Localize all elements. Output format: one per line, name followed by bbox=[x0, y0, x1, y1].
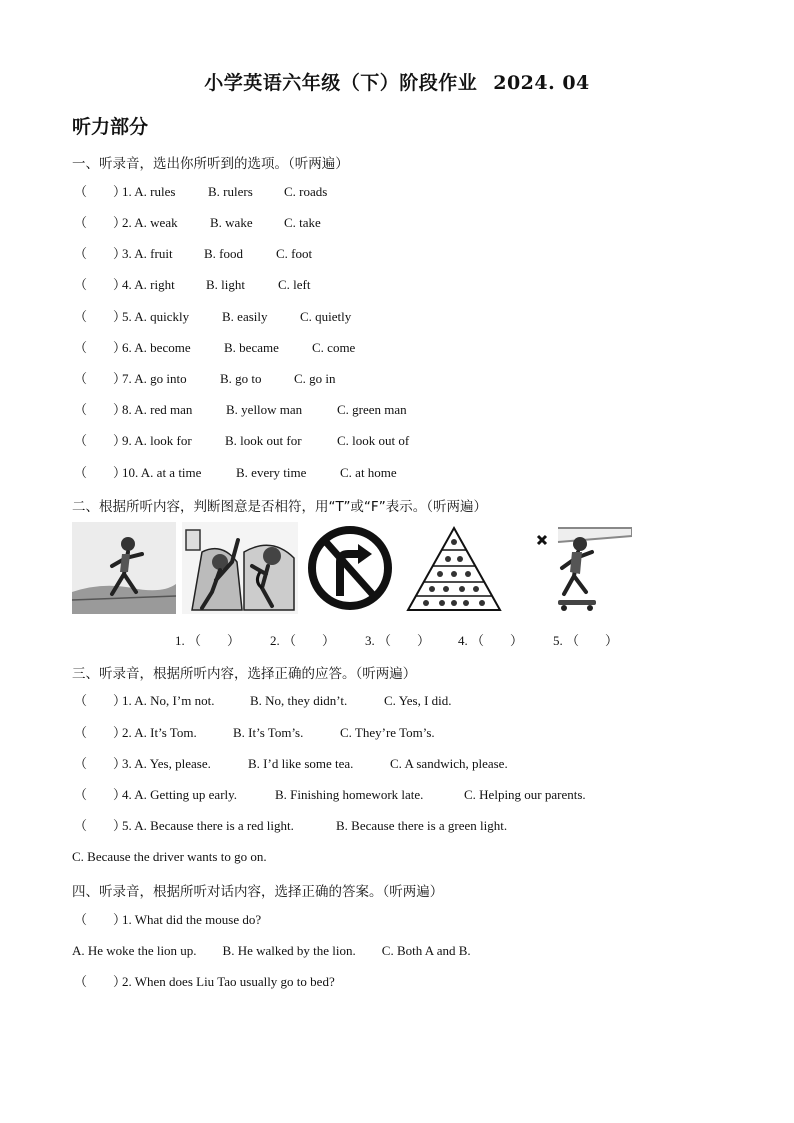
option-a: 2. A. weak bbox=[122, 215, 178, 230]
option-c: C. go in bbox=[294, 371, 336, 386]
option-b: B. look out for bbox=[225, 433, 302, 448]
answer-blank[interactable]: （ ） bbox=[74, 184, 127, 199]
answer-blank[interactable]: （ ） bbox=[74, 787, 127, 802]
option-b: B. every time bbox=[236, 465, 307, 480]
option-a: 5. A. quickly bbox=[122, 309, 190, 324]
section3-instruction: 三、听录音，根据所听内容，选择正确的应答。（听两遍） bbox=[72, 666, 417, 682]
option-c: C. green man bbox=[337, 402, 407, 417]
option-b: B. rulers bbox=[208, 184, 253, 199]
option-c: C. left bbox=[278, 277, 311, 292]
food-pyramid-picture bbox=[404, 522, 504, 614]
option-b: B. food bbox=[204, 246, 243, 261]
part-heading: 听力部分 bbox=[72, 116, 149, 138]
pic-answer-3[interactable]: 3. （ ） bbox=[365, 633, 431, 648]
option-b: B. light bbox=[206, 277, 246, 292]
option-a: 4. A. right bbox=[122, 277, 175, 292]
option-b: B. yellow man bbox=[226, 402, 303, 417]
answer-blank[interactable]: （ ） bbox=[74, 215, 127, 230]
pic-answer-2[interactable]: 2. （ ） bbox=[270, 633, 336, 648]
option-b: B. Finishing homework late. bbox=[275, 787, 424, 802]
option-a: 6. A. become bbox=[122, 340, 191, 355]
option-b: B. It’s Tom’s. bbox=[233, 725, 304, 740]
running-boy-picture bbox=[72, 522, 176, 614]
option-a: 3. A. fruit bbox=[122, 246, 173, 261]
section2-instruction: 二、根据所听内容，判断图意是否相符，用“T”或“F”表示。（听两遍） bbox=[72, 499, 487, 515]
answer-blank[interactable]: （ ） bbox=[74, 246, 127, 261]
page-title bbox=[0, 68, 794, 95]
answer-blank[interactable]: （ ） bbox=[74, 756, 127, 771]
option-c: C. quietly bbox=[300, 309, 352, 324]
option-a: 5. A. Because there is a red light. bbox=[122, 818, 294, 833]
option-b: B. became bbox=[224, 340, 279, 355]
section4-instruction: 四、听录音，根据所听对话内容，选择正确的答案。（听两遍） bbox=[72, 884, 444, 900]
option-c: C. roads bbox=[284, 184, 328, 199]
option-c: C. come bbox=[312, 340, 356, 355]
answer-blank[interactable]: （ ） bbox=[74, 693, 127, 708]
boy-skateboarding-picture bbox=[528, 522, 632, 614]
s4-question-1-options: A. He woke the lion up. B. He walked by the lion. C. Both A and B. bbox=[72, 943, 471, 958]
no-right-turn-sign bbox=[308, 522, 392, 614]
answer-blank[interactable]: （ ） bbox=[74, 340, 127, 355]
answer-blank[interactable]: （ ） bbox=[74, 912, 127, 927]
s3-item-5-option-c: C. Because the driver wants to go on. bbox=[72, 849, 267, 864]
answer-blank[interactable]: （ ） bbox=[74, 725, 127, 740]
option-a: 9. A. look for bbox=[122, 433, 192, 448]
answer-blank[interactable]: （ ） bbox=[74, 974, 127, 989]
title-date: 2024. 04 bbox=[493, 72, 590, 94]
title-text: 小学英语六年级（下）阶段作业 bbox=[204, 72, 478, 94]
answer-blank[interactable]: （ ） bbox=[74, 465, 127, 480]
option-b: B. easily bbox=[222, 309, 268, 324]
option-c: C. Helping our parents. bbox=[464, 787, 586, 802]
answer-blank[interactable]: （ ） bbox=[74, 818, 127, 833]
option-b: B. wake bbox=[210, 215, 253, 230]
option-b: B. go to bbox=[220, 371, 262, 386]
picture-strip bbox=[72, 522, 632, 618]
option-b: B. No, they didn’t. bbox=[250, 693, 348, 708]
option-c: C. A sandwich, please. bbox=[390, 756, 508, 771]
answer-blank[interactable]: （ ） bbox=[74, 371, 127, 386]
option-a: 8. A. red man bbox=[122, 402, 193, 417]
question-text: 1. What did the mouse do? bbox=[122, 912, 262, 927]
answer-blank[interactable]: （ ） bbox=[74, 309, 127, 324]
option-b: B. I’d like some tea. bbox=[248, 756, 354, 771]
answer-blank[interactable]: （ ） bbox=[74, 402, 127, 417]
option-b: B. Because there is a green light. bbox=[336, 818, 508, 833]
option-c: C. foot bbox=[276, 246, 313, 261]
section1-instruction: 一、听录音，选出你所听到的选项。（听两遍） bbox=[72, 156, 349, 172]
picture-answer-row bbox=[0, 630, 794, 648]
pic-answer-4[interactable]: 4. （ ） bbox=[458, 633, 524, 648]
option-a: 1. A. rules bbox=[122, 184, 176, 199]
pic-answer-5[interactable]: 5. （ ） bbox=[553, 633, 619, 648]
answer-blank[interactable]: （ ） bbox=[74, 433, 127, 448]
people-exercising-picture bbox=[182, 522, 298, 614]
option-a: 4. A. Getting up early. bbox=[122, 787, 238, 802]
option-c: C. They’re Tom’s. bbox=[340, 725, 435, 740]
option-a: 2. A. It’s Tom. bbox=[122, 725, 197, 740]
option-a: 10. A. at a time bbox=[122, 465, 202, 480]
option-a: 1. A. No, I’m not. bbox=[122, 693, 215, 708]
option-c: C. take bbox=[284, 215, 321, 230]
option-a: 7. A. go into bbox=[122, 371, 187, 386]
option-c: C. Yes, I did. bbox=[384, 693, 452, 708]
option-a: 3. A. Yes, please. bbox=[122, 756, 211, 771]
question-text: 2. When does Liu Tao usually go to bed? bbox=[122, 974, 335, 989]
pic-answer-1[interactable]: 1. （ ） bbox=[175, 633, 241, 648]
option-c: C. look out of bbox=[337, 433, 410, 448]
answer-blank[interactable]: （ ） bbox=[74, 277, 127, 292]
option-c: C. at home bbox=[340, 465, 397, 480]
